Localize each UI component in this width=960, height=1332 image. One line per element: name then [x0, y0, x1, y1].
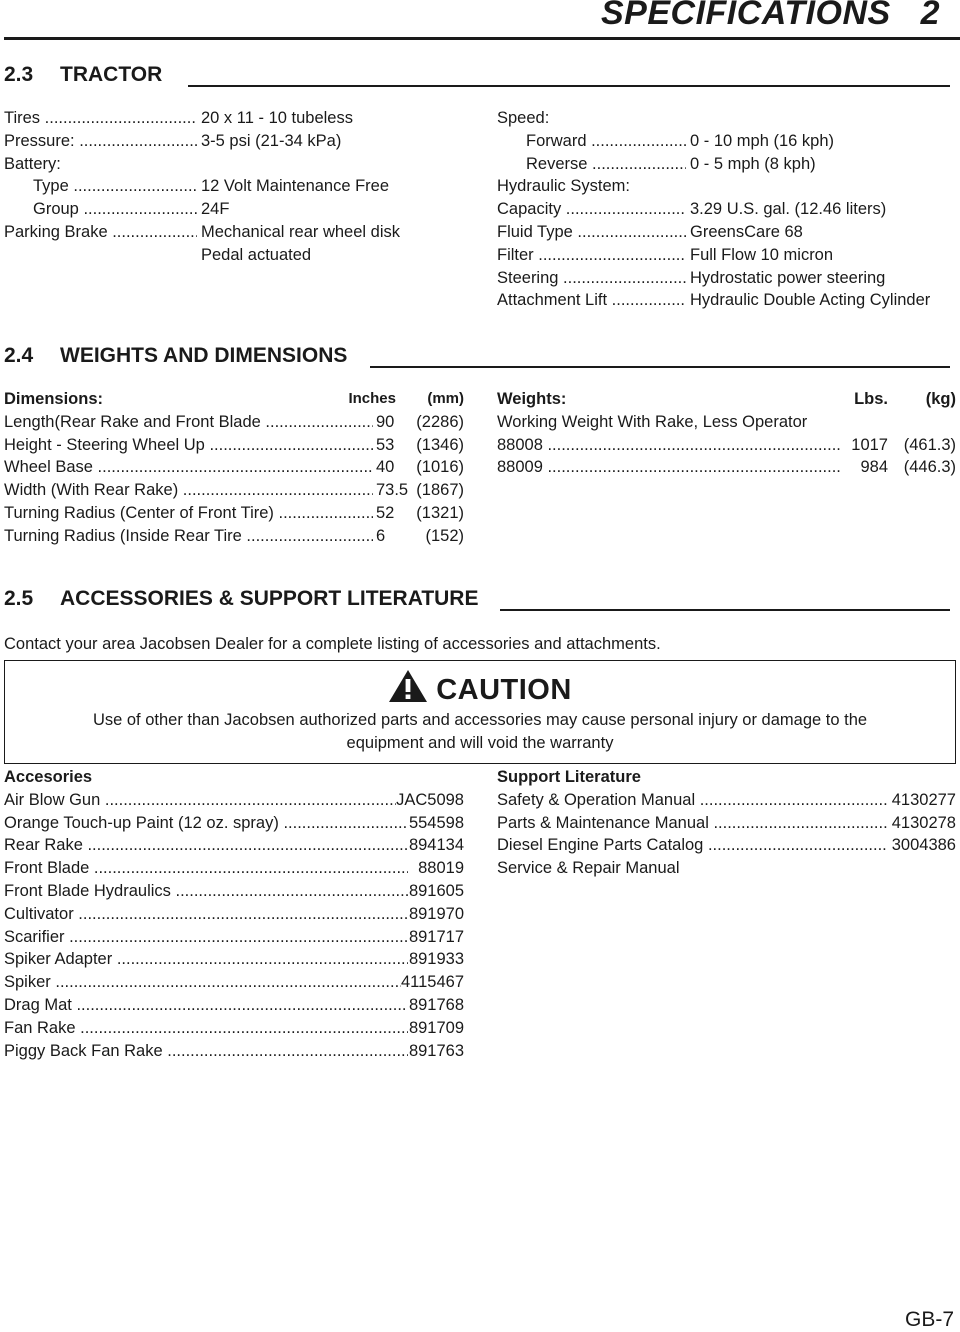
dimensions-header [4, 388, 464, 411]
support-literature-header: Support Literature [497, 768, 641, 786]
list-item [497, 834, 956, 857]
spec-row [4, 221, 464, 244]
weights-header [497, 388, 956, 411]
spec-row [4, 175, 464, 198]
spec-label: Tires ..... [4, 107, 197, 130]
spec-label: Steering ..... [497, 267, 686, 290]
spec-value: 0 - 5 mph (8 kph) [690, 154, 816, 173]
spec-row [497, 244, 957, 267]
row-metric: (1016) [416, 458, 464, 477]
item-part-number: JAC5098 [396, 789, 464, 812]
support-literature-list [497, 766, 956, 880]
spec-row [497, 153, 957, 176]
section-rule [500, 609, 950, 611]
header-title: SPECIFICATIONS [601, 0, 891, 32]
spec-row [497, 175, 957, 198]
list-item [4, 880, 464, 903]
list-item [497, 789, 956, 812]
caution-line-2: equipment and will void the warranty [346, 733, 614, 752]
item-label: Fan Rake ..... [4, 1017, 408, 1040]
list-item [497, 812, 956, 835]
spec-row [497, 198, 957, 221]
spec-value: Pedal actuated [201, 245, 312, 264]
kg-header: (kg) [925, 390, 956, 408]
caution-line-1: Use of other than Jacobsen authorized parts and accessories may cause personal injury or damage to the [92, 711, 868, 729]
row-metric: (446.3) [903, 458, 956, 477]
item-label: Rear Rake ..... [4, 834, 408, 857]
list-item [4, 971, 464, 994]
spec-value: 24F [201, 200, 230, 219]
section-title: TRACTOR [60, 63, 163, 86]
item-label: Cultivator ..... [4, 903, 408, 926]
spec-row [4, 130, 464, 153]
spec-value: 0 - 10 mph (16 kph) [690, 131, 834, 150]
item-part-number: 891763 [409, 1040, 464, 1063]
weights-table [497, 388, 956, 479]
spec-label: Forward ..... [526, 130, 686, 153]
dimensions-table [4, 388, 464, 548]
list-item [4, 834, 464, 857]
row-label: Turning Radius (Center of Front Tire) ..... [4, 502, 373, 525]
table-row [4, 525, 464, 548]
item-part-number: 88019 [418, 857, 464, 880]
item-label: Service & Repair Manual [497, 859, 680, 878]
table-row [4, 479, 464, 502]
row-label: 88009 ..... [497, 456, 841, 479]
chapter-number: 2 [920, 0, 940, 32]
table-row [4, 411, 464, 434]
mm-header: (mm) [427, 390, 464, 407]
list-item [4, 948, 464, 971]
row-value: 53 [376, 435, 395, 454]
page-header [601, 0, 940, 33]
lbs-header: Lbs. [854, 390, 888, 408]
section-rule [188, 85, 950, 87]
item-label: Spiker Adapter ..... [4, 948, 408, 971]
weights-note-text: Working Weight With Rake, Less Operator [497, 412, 808, 431]
table-row [497, 456, 956, 479]
caution-box [4, 660, 956, 764]
spec-label: Hydraulic System: [497, 177, 630, 196]
spec-row [4, 153, 464, 176]
list-item [497, 857, 956, 880]
spec-label: Parking Brake ..... [4, 221, 197, 244]
page-number: GB-7 [904, 1308, 954, 1331]
caution-title: CAUTION [436, 674, 572, 706]
list-item [4, 903, 464, 926]
spec-label: Battery: [4, 154, 61, 173]
row-metric: (461.3) [903, 435, 956, 454]
item-part-number: 891717 [409, 926, 464, 949]
row-value: 52 [376, 503, 395, 522]
spec-value: 3-5 psi (21-34 kPa) [201, 131, 342, 150]
list-item [4, 994, 464, 1017]
item-label: Scarifier ..... [4, 926, 408, 949]
spec-row [497, 289, 957, 312]
spec-row [497, 130, 957, 153]
list-item [4, 926, 464, 949]
row-label: Length(Rear Rake and Front Blade ..... [4, 411, 373, 434]
item-label: Front Blade ..... [4, 857, 408, 880]
row-metric: (2286) [416, 412, 464, 431]
section-title: WEIGHTS AND DIMENSIONS [60, 344, 348, 367]
table-row [4, 456, 464, 479]
row-value: 984 [860, 458, 888, 477]
item-part-number: 3004386 [892, 834, 956, 857]
section-heading-accessories [4, 587, 478, 611]
spec-label: Capacity ..... [497, 198, 686, 221]
table-row [497, 434, 956, 457]
item-label: Safety & Operation Manual ..... [497, 789, 888, 812]
header-rule [4, 37, 960, 40]
spec-value: 20 x 11 - 10 tubeless [201, 109, 353, 127]
item-part-number: 891768 [409, 994, 464, 1017]
list-item [4, 812, 464, 835]
spec-value: Hydraulic Double Acting Cylinder [690, 291, 931, 310]
list-item [4, 1017, 464, 1040]
row-label: Height - Steering Wheel Up ..... [4, 434, 373, 457]
spec-label: Speed: [497, 109, 550, 127]
list-item [4, 789, 464, 812]
row-value: 73.5 [376, 481, 409, 500]
section-number: 2.3 [4, 63, 34, 86]
spec-value: Hydrostatic power steering [690, 268, 886, 287]
section-heading-weights [4, 344, 347, 368]
tractor-specs-right [497, 107, 957, 312]
item-part-number: 4130277 [892, 789, 956, 812]
item-label: Front Blade Hydraulics ..... [4, 880, 408, 903]
item-label: Air Blow Gun ..... [4, 789, 408, 812]
spec-label: Type ..... [33, 175, 197, 198]
dimensions-label: Dimensions: [4, 390, 104, 408]
spec-value: GreensCare 68 [690, 222, 803, 241]
spec-value: Mechanical rear wheel disk [201, 222, 401, 241]
accessories-intro: Contact your area Jacobsen Dealer for a complete listing of accessories and attachments. [4, 635, 661, 653]
row-label: Width (With Rear Rake) ..... [4, 479, 373, 502]
spec-row [4, 198, 464, 221]
spec-row [497, 267, 957, 290]
item-part-number: 894134 [409, 834, 464, 857]
row-value: 40 [376, 458, 395, 477]
table-row [4, 502, 464, 525]
item-label: Orange Touch-up Paint (12 oz. spray) ..... [4, 812, 408, 835]
accessories-header: Accesories [4, 768, 93, 786]
spec-value: 12 Volt Maintenance Free [201, 177, 390, 196]
row-label: 88008 ..... [497, 434, 841, 457]
tractor-specs-left [4, 107, 464, 267]
weights-label: Weights: [497, 390, 567, 408]
spec-label: Reverse ..... [526, 153, 686, 176]
weights-note [497, 411, 956, 434]
spec-label: Attachment Lift ..... [497, 289, 686, 312]
item-label: Drag Mat ..... [4, 994, 408, 1017]
list-item [4, 1040, 464, 1063]
section-heading-tractor [4, 63, 162, 87]
caution-heading [5, 669, 955, 707]
row-metric: (1321) [416, 503, 464, 522]
item-part-number: 891605 [409, 880, 464, 903]
row-value: 1017 [851, 435, 888, 454]
row-metric: (152) [425, 526, 464, 545]
spec-row [4, 107, 464, 130]
spec-label: Filter ..... [497, 244, 686, 267]
inches-header: Inches [348, 390, 396, 407]
item-label: Diesel Engine Parts Catalog ..... [497, 834, 888, 857]
item-part-number: 4115467 [401, 971, 464, 994]
item-part-number: 891933 [409, 948, 464, 971]
accessories-list [4, 766, 464, 1062]
section-number: 2.5 [4, 587, 34, 610]
item-part-number: 4130278 [892, 812, 956, 835]
warning-icon [388, 669, 428, 703]
item-part-number: 891709 [409, 1017, 464, 1040]
spec-row [497, 221, 957, 244]
item-label: Spiker ..... [4, 971, 408, 994]
spec-row [4, 244, 464, 267]
row-value: 6 [376, 526, 386, 545]
item-label: Piggy Back Fan Rake ..... [4, 1040, 408, 1063]
spec-label: Pressure: ..... [4, 130, 197, 153]
spec-value: 3.29 U.S. gal. (12.46 liters) [690, 200, 887, 219]
section-rule [370, 366, 950, 368]
table-row [4, 434, 464, 457]
row-metric: (1346) [416, 435, 464, 454]
item-label: Parts & Maintenance Manual ..... [497, 812, 888, 835]
spec-label: Group ..... [33, 198, 197, 221]
spec-label: Fluid Type ..... [497, 221, 686, 244]
item-part-number: 554598 [409, 812, 464, 835]
section-title: ACCESSORIES & SUPPORT LITERATURE [60, 587, 479, 610]
row-value: 90 [376, 412, 395, 431]
item-part-number: 891970 [409, 903, 464, 926]
row-label: Turning Radius (Inside Rear Tire ..... [4, 525, 373, 548]
spec-row [497, 107, 957, 130]
row-label: Wheel Base ..... [4, 456, 373, 479]
section-number: 2.4 [4, 344, 34, 367]
caution-message [5, 709, 955, 755]
spec-value: Full Flow 10 micron [690, 245, 834, 264]
list-item [4, 857, 464, 880]
row-metric: (1867) [416, 481, 464, 500]
